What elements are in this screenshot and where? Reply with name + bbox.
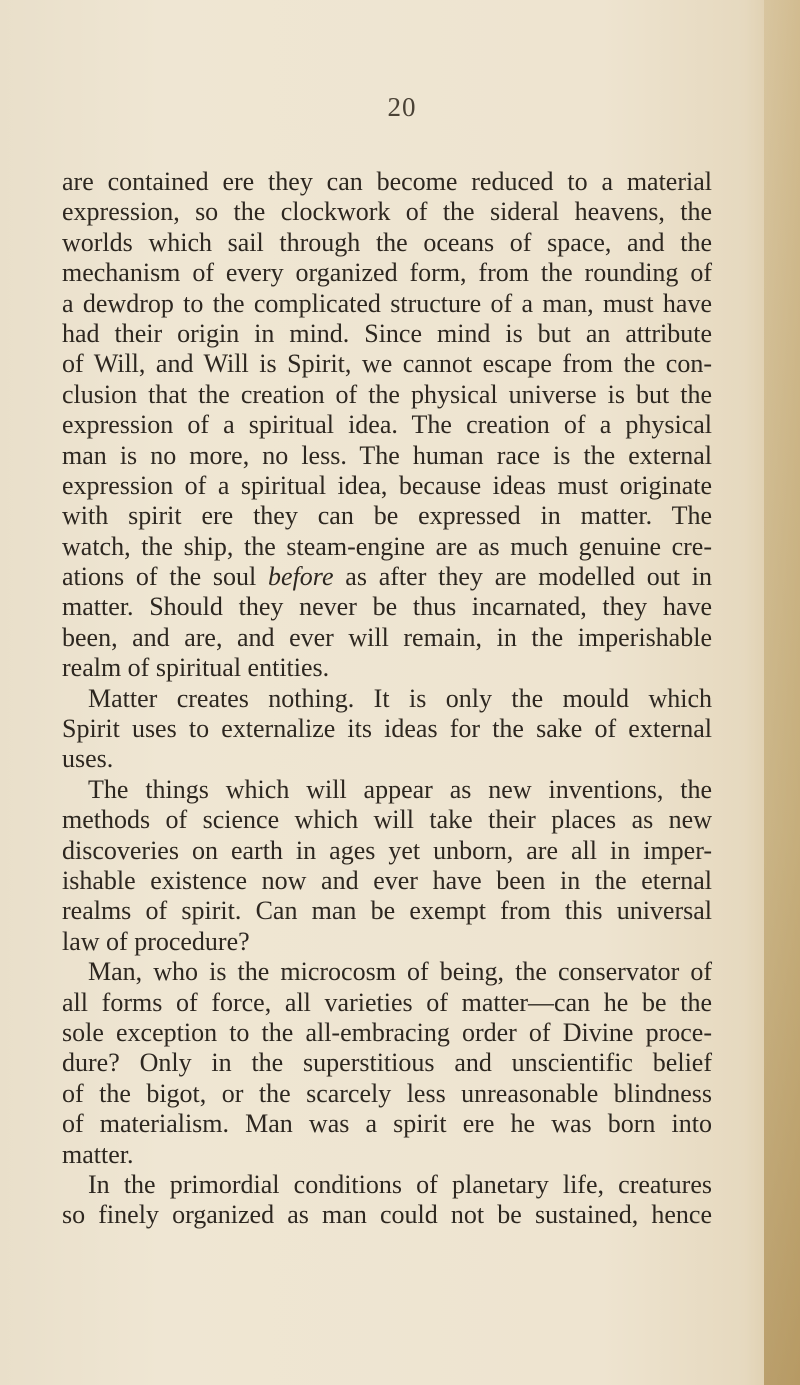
- text-segment: as after they are modelled out in: [333, 562, 712, 592]
- text-line: a dewdrop to the complicated structure of a man, must have: [62, 288, 712, 318]
- text-line: expression, so the clockwork of the sideral heavens, the: [62, 197, 712, 227]
- text-line: In the primordial conditions of planetary life, creatures: [88, 1169, 712, 1199]
- text-line: matter.: [62, 1139, 134, 1169]
- text-line: had their origin in mind. Since mind is but an attribute: [62, 318, 712, 348]
- text-line: expression of a spiritual idea, because ideas must originate: [62, 470, 712, 500]
- text-line: discoveries on earth in ages yet unborn, are all in imper-: [62, 835, 712, 865]
- text-line: The things which will appear as new inventions, the: [88, 774, 712, 804]
- text-line: ishable existence now and ever have been in the eternal: [62, 865, 712, 895]
- text-line: of Will, and Will is Spirit, we cannot escape from the con-: [62, 349, 712, 379]
- text-line: watch, the ship, the steam-engine are as much genuine cre-: [62, 531, 712, 561]
- text-segment: ations of the soul: [62, 562, 269, 592]
- text-line: worlds which sail through the oceans of space, and the: [62, 227, 712, 257]
- text-line: clusion that the creation of the physical universe is but the: [62, 379, 712, 409]
- text-line: realms of spirit. Can man be exempt from this universal: [62, 896, 712, 926]
- text-line: sole exception to the all-embracing order of Divine proce-: [62, 1017, 712, 1047]
- text-line: mechanism of every organized form, from the rounding of: [62, 258, 712, 288]
- text-line: [62, 562, 712, 592]
- body-text: [62, 167, 712, 1231]
- italic-word: before: [268, 562, 334, 592]
- text-line: Matter creates nothing. It is only the mould which: [88, 683, 712, 713]
- text-line: expression of a spiritual idea. The creation of a physical: [62, 410, 712, 440]
- text-line: all forms of force, all varieties of matter—can he be the: [62, 987, 712, 1017]
- text-line: been, and are, and ever will remain, in the imperishable: [62, 622, 712, 652]
- text-line: law of procedure?: [62, 926, 250, 956]
- text-line: of materialism. Man was a spirit ere he was born into: [62, 1109, 712, 1139]
- text-line: Man, who is the microcosm of being, the conservator of: [88, 957, 712, 987]
- text-line: realm of spiritual entities.: [62, 653, 330, 683]
- text-line: methods of science which will take their places as new: [62, 805, 712, 835]
- page-edge-stain: [764, 0, 800, 1385]
- text-line: Spirit uses to externalize its ideas for the sake of external: [62, 714, 712, 744]
- text-line: man is no more, no less. The human race is the external: [62, 440, 712, 470]
- text-line: are contained ere they can become reduced to a material: [62, 167, 712, 196]
- text-line: so finely organized as man could not be sustained, hence: [62, 1200, 712, 1230]
- text-line: dure? Only in the superstitious and unscientific belief: [62, 1048, 712, 1078]
- text-line: of the bigot, or the scarcely less unreasonable blindness: [62, 1078, 712, 1108]
- page-number: 20: [387, 92, 417, 122]
- text-line: with spirit ere they can be expressed in matter. The: [62, 501, 712, 531]
- text-line: matter. Should they never be thus incarnated, they have: [62, 592, 712, 622]
- text-line: uses.: [62, 744, 114, 774]
